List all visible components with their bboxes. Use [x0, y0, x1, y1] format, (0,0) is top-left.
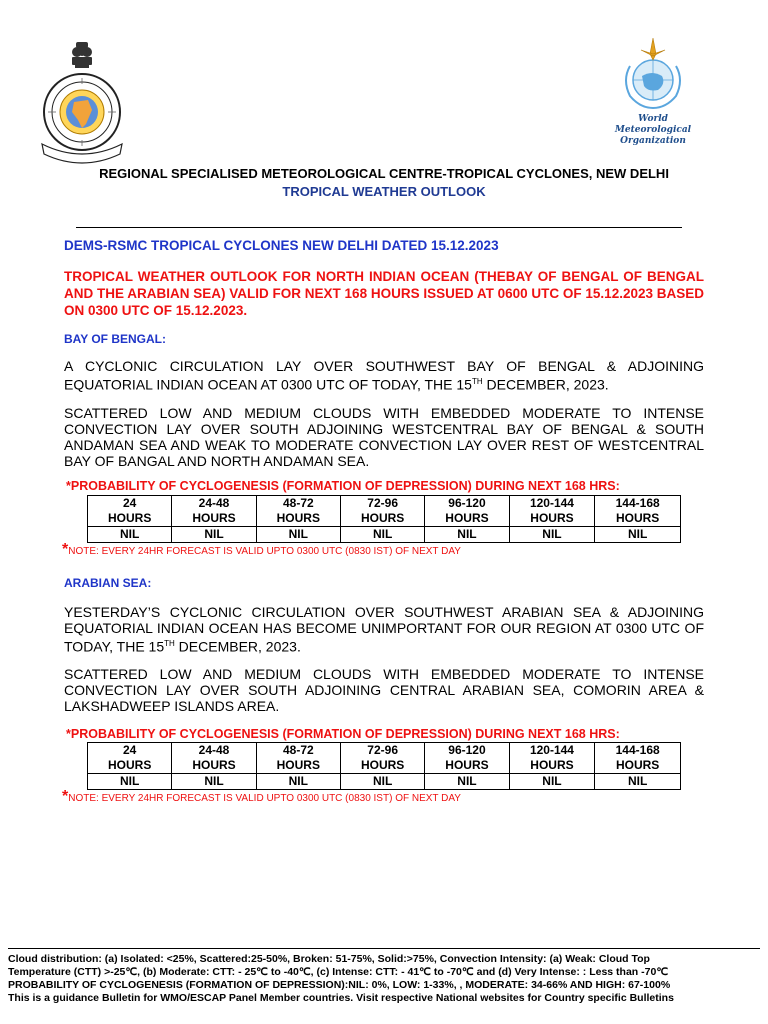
dated-line: DEMS-RSMC TROPICAL CYCLONES NEW DELHI DATED 15.12.2023 — [64, 238, 499, 253]
note-asterisk: * — [62, 541, 69, 558]
bob-para1-end: DECEMBER, 2023. — [482, 376, 609, 393]
bob-para1-text: A CYCLONIC CIRCULATION LAY OVER SOUTHWEST BAY OF BENGAL & ADJOINING EQUATORIAL INDIAN OCEAN AT 0300 UTC OF TODAY, THE 15 — [64, 358, 704, 393]
note-text: NOTE: EVERY 24HR FORECAST IS VALID UPTO 0300 UTC (0830 IST) OF NEXT DAY — [68, 793, 461, 804]
value-cell: NIL — [509, 774, 595, 790]
table-row — [88, 496, 681, 527]
arabian-sea-heading: ARABIAN SEA: — [64, 576, 152, 590]
wmo-logo — [612, 36, 694, 154]
period-cell: 120-144 HOURS — [509, 743, 595, 774]
as-forecast-note — [62, 788, 461, 806]
value-cell: NIL — [256, 774, 340, 790]
value-cell: NIL — [425, 774, 509, 790]
value-cell: NIL — [172, 527, 256, 543]
period-cell: 48-72 HOURS — [256, 496, 340, 527]
value-cell: NIL — [509, 527, 595, 543]
bob-para1-sup: TH — [471, 377, 483, 386]
period-cell: 24-48 HOURS — [172, 743, 256, 774]
footer-line-2: Temperature (CTT) >-25℃, (b) Moderate: CTT: - 25℃ to -40℃, (c) Intense: CTT: - 41℃ to -70℃ and (d) Very Intense: : Less than -70℃ — [8, 966, 669, 978]
period-cell: 144-168 HOURS — [595, 496, 681, 527]
bob-paragraph-1 — [64, 358, 704, 393]
as-para1-end: DECEMBER, 2023. — [174, 638, 301, 655]
header-divider — [76, 227, 682, 228]
value-cell: NIL — [256, 527, 340, 543]
value-cell: NIL — [172, 774, 256, 790]
value-cell: NIL — [88, 527, 172, 543]
period-cell: 24 HOURS — [88, 496, 172, 527]
bob-paragraph-2: SCATTERED LOW AND MEDIUM CLOUDS WITH EMBEDDED MODERATE TO INTENSE CONVECTION LAY OVER SOUTH ADJOINING WESTCENTRAL BAY OF BENGAL & SOUTH ANDAMAN SEA AND WEAK TO MODERATE CONVECTION LAY OVER REST OF WESTCENTRAL BAY OF BANGAL AND NORTH ANDAMAN SEA. — [64, 405, 704, 469]
bulletin-title: TROPICAL WEATHER OUTLOOK — [282, 184, 486, 199]
period-cell: 72-96 HOURS — [340, 743, 424, 774]
imd-logo — [36, 40, 128, 164]
value-cell: NIL — [88, 774, 172, 790]
outlook-statement: TROPICAL WEATHER OUTLOOK FOR NORTH INDIAN OCEAN (THEBAY OF BENGAL OF BENGAL AND THE ARABIAN SEA) VALID FOR NEXT 168 HOURS ISSUED AT 0600 UTC OF 15.12.2023 BASED ON 0300 UTC OF 15.12.2023. — [64, 269, 704, 318]
as-paragraph-2: SCATTERED LOW AND MEDIUM CLOUDS WITH EMBEDDED MODERATE TO INTENSE CONVECTION LAY OVER SOUTH ADJOINING CENTRAL ARABIAN SEA, COMORIN AREA & LAKSHADWEEP ISLANDS AREA. — [64, 666, 704, 714]
note-asterisk: * — [62, 788, 69, 805]
as-probability-title: *PROBABILITY OF CYCLOGENESIS (FORMATION OF DEPRESSION) DURING NEXT 168 HRS: — [66, 727, 620, 741]
period-cell: 48-72 HOURS — [256, 743, 340, 774]
bob-probability-table — [87, 495, 681, 543]
as-paragraph-1 — [64, 604, 704, 655]
value-cell: NIL — [595, 527, 681, 543]
footer-legend — [8, 948, 760, 1005]
centre-title: REGIONAL SPECIALISED METEOROLOGICAL CENTRE-TROPICAL CYCLONES, NEW DELHI — [99, 166, 669, 181]
value-cell: NIL — [340, 774, 424, 790]
wmo-text-line: Organization — [620, 136, 686, 146]
period-cell: 144-168 HOURS — [595, 743, 681, 774]
footer-line-4: This is a guidance Bulletin for WMO/ESCAP Panel Member countries. Visit respective National websites for Country specific Bulletins — [8, 992, 674, 1004]
value-cell: NIL — [340, 527, 424, 543]
bay-of-bengal-heading: BAY OF BENGAL: — [64, 332, 167, 346]
footer-line-1: Cloud distribution: (a) Isolated: <25%, Scattered:25-50%, Broken: 51-75%, Solid:>75%, Convection Intensity: (a) Weak: Cloud Top — [8, 953, 650, 965]
footer-line-3: PROBABILITY OF CYCLOGENESIS (FORMATION OF DEPRESSION):NIL: 0%, LOW: 1-33%, , MODERATE: 34-66% AND HIGH: 67-100% — [8, 979, 671, 991]
value-cell: NIL — [595, 774, 681, 790]
period-cell: 96-120 HOURS — [425, 496, 509, 527]
wmo-text-line: World — [638, 114, 668, 124]
period-cell: 96-120 HOURS — [425, 743, 509, 774]
value-cell: NIL — [425, 527, 509, 543]
period-cell: 24-48 HOURS — [172, 496, 256, 527]
wmo-text-line: Meteorological — [614, 125, 692, 135]
period-cell: 24 HOURS — [88, 743, 172, 774]
note-text: NOTE: EVERY 24HR FORECAST IS VALID UPTO 0300 UTC (0830 IST) OF NEXT DAY — [68, 546, 461, 557]
as-para1-text: YESTERDAY’S CYCLONIC CIRCULATION OVER SOUTHWEST ARABIAN SEA & ADJOINING EQUATORIAL INDIAN OCEAN HAS BECOME UNIMPORTANT FOR OUR REGION AT 0300 UTC OF TODAY, THE 15 — [64, 604, 704, 655]
as-para1-sup: TH — [164, 639, 175, 648]
period-cell: 72-96 HOURS — [340, 496, 424, 527]
bob-forecast-note — [62, 541, 461, 559]
wmo-logo-text — [612, 114, 694, 147]
table-row — [88, 743, 681, 774]
bob-probability-title: *PROBABILITY OF CYCLOGENESIS (FORMATION OF DEPRESSION) DURING NEXT 168 HRS: — [66, 479, 620, 493]
as-probability-table — [87, 742, 681, 790]
period-cell: 120-144 HOURS — [509, 496, 595, 527]
